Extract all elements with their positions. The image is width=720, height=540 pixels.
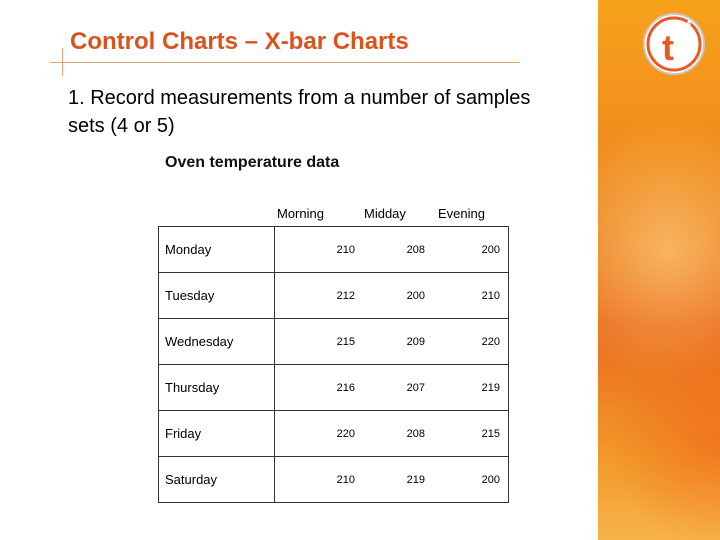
row-values: [275, 411, 509, 457]
bullet-text: 1. Record measurements from a number of samples sets (4 or 5): [68, 87, 531, 137]
oven-temperature-table: [158, 226, 509, 503]
column-header-midday: Midday: [364, 206, 406, 221]
row-values: [275, 319, 509, 365]
row-day-label: Saturday: [159, 457, 275, 503]
slide-title: Control Charts – X-bar Charts: [70, 28, 409, 55]
midday-value: 200: [406, 289, 425, 302]
table-row: [159, 273, 509, 319]
decorative-orange-band: [598, 0, 720, 540]
column-header-morning: Morning: [277, 206, 324, 221]
row-values: [275, 457, 509, 503]
t4-logo-icon: [640, 8, 708, 76]
title-tick: [62, 48, 63, 76]
morning-value: 215: [336, 335, 355, 348]
midday-value: 208: [406, 427, 425, 440]
row-values: [275, 365, 509, 411]
table-row: [159, 319, 509, 365]
midday-value: 207: [406, 381, 425, 394]
logo-letter: t: [662, 27, 674, 68]
row-day-label: Monday: [159, 227, 275, 273]
midday-value: 209: [406, 335, 425, 348]
table-row: [159, 411, 509, 457]
table-row: [159, 365, 509, 411]
midday-value: 208: [406, 243, 425, 256]
morning-value: 210: [336, 473, 355, 486]
midday-value: 219: [406, 473, 425, 486]
evening-value: 210: [481, 289, 500, 302]
table-title: Oven temperature data: [165, 154, 340, 171]
row-values: [275, 273, 509, 319]
row-values: [275, 227, 509, 273]
row-day-label: Wednesday: [159, 319, 275, 365]
evening-value: 200: [481, 243, 500, 256]
evening-value: 215: [481, 427, 500, 440]
evening-value: 219: [481, 381, 500, 394]
logo-superscript: 4: [684, 17, 692, 33]
morning-value: 210: [336, 243, 355, 256]
morning-value: 216: [336, 381, 355, 394]
column-header-evening: Evening: [438, 206, 485, 221]
evening-value: 200: [481, 473, 500, 486]
row-day-label: Tuesday: [159, 273, 275, 319]
morning-value: 212: [336, 289, 355, 302]
evening-value: 220: [481, 335, 500, 348]
morning-value: 220: [336, 427, 355, 440]
title-underline: [50, 62, 520, 63]
row-day-label: Friday: [159, 411, 275, 457]
row-day-label: Thursday: [159, 365, 275, 411]
table-row: [159, 227, 509, 273]
table-row: [159, 457, 509, 503]
